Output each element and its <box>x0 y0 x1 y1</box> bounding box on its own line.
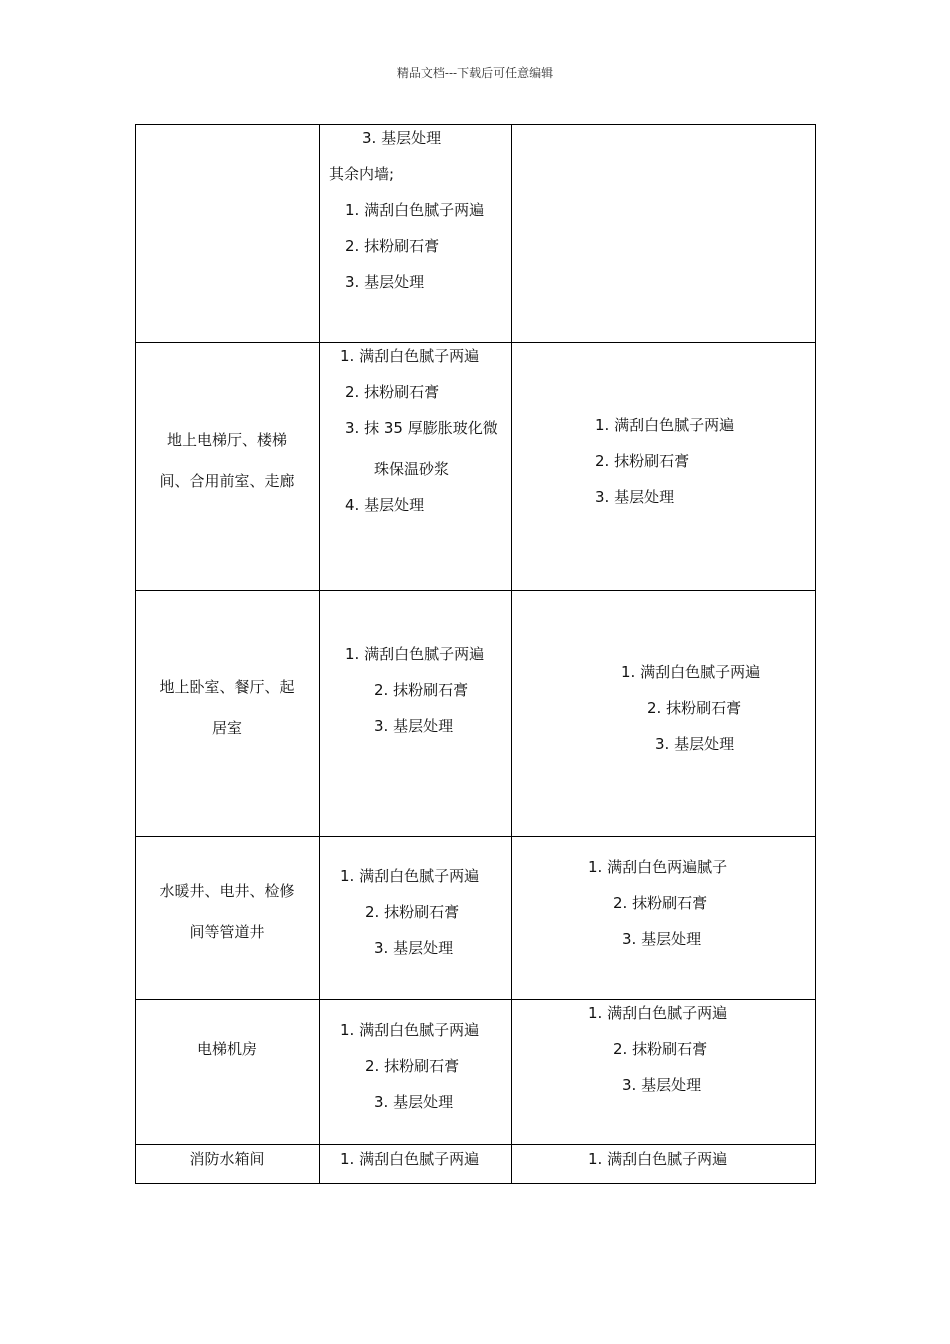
finish-table <box>135 124 816 1184</box>
column-divider-2 <box>511 124 512 1184</box>
row-divider-1 <box>135 342 816 343</box>
table-cell-text: 3. 基层处理 <box>622 930 702 948</box>
table-cell-text: 3. 抹 35 厚膨胀玻化微 <box>345 419 498 437</box>
table-cell-text: 1. 满刮白色两遍腻子 <box>588 858 728 876</box>
table-cell-text: 1. 满刮白色腻子两遍 <box>595 416 735 434</box>
table-cell-text: 3. 基层处理 <box>362 129 442 147</box>
table-cell-text: 1. 满刮白色腻子两遍 <box>621 663 761 681</box>
table-cell-text: 2. 抹粉刷石膏 <box>365 903 460 921</box>
table-cell-text: 2. 抹粉刷石膏 <box>365 1057 460 1075</box>
table-cell-text: 3. 基层处理 <box>374 939 454 957</box>
location-label: 电梯机房 <box>196 1040 258 1058</box>
table-cell-text: 3. 基层处理 <box>622 1076 702 1094</box>
table-cell-text: 1. 满刮白色腻子两遍 <box>345 645 485 663</box>
table-cell-text: 其余内墙; <box>329 165 395 183</box>
table-cell-text: 1. 满刮白色腻子两遍 <box>340 1150 480 1168</box>
column-divider-1 <box>319 124 320 1184</box>
table-cell-text: 1. 满刮白色腻子两遍 <box>345 201 485 219</box>
table-cell-text: 1. 满刮白色腻子两遍 <box>588 1150 728 1168</box>
row-divider-5 <box>135 1144 816 1145</box>
table-cell-text: 3. 基层处理 <box>374 1093 454 1111</box>
location-label: 水暖井、电井、检修 <box>159 882 295 900</box>
table-cell-text: 2. 抹粉刷石膏 <box>595 452 690 470</box>
location-label: 地上电梯厅、楼梯 <box>166 431 288 449</box>
location-label: 消防水箱间 <box>189 1150 265 1168</box>
table-cell-text: 1. 满刮白色腻子两遍 <box>340 1021 480 1039</box>
location-label: 间、合用前室、走廊 <box>159 472 295 490</box>
table-cell-text: 2. 抹粉刷石膏 <box>374 681 469 699</box>
table-border-top <box>135 124 816 125</box>
table-cell-text: 1. 满刮白色腻子两遍 <box>588 1004 728 1022</box>
location-label: 地上卧室、餐厅、起 <box>159 678 295 696</box>
table-cell-text: 2. 抹粉刷石膏 <box>647 699 742 717</box>
table-cell-text: 2. 抹粉刷石膏 <box>613 1040 708 1058</box>
page-header: 精品文档---下载后可任意编辑 <box>396 66 554 80</box>
table-cell-text: 3. 基层处理 <box>595 488 675 506</box>
table-cell-text: 2. 抹粉刷石膏 <box>613 894 708 912</box>
row-divider-4 <box>135 999 816 1000</box>
table-cell-text: 2. 抹粉刷石膏 <box>345 383 440 401</box>
table-border-right <box>815 124 816 1184</box>
row-divider-3 <box>135 836 816 837</box>
table-cell-text: 1. 满刮白色腻子两遍 <box>340 347 480 365</box>
table-border-bottom <box>135 1183 816 1184</box>
table-cell-text: 4. 基层处理 <box>345 496 425 514</box>
table-cell-text: 珠保温砂浆 <box>374 460 450 478</box>
table-cell-text: 2. 抹粉刷石膏 <box>345 237 440 255</box>
location-label: 间等管道井 <box>189 923 265 941</box>
table-cell-text: 1. 满刮白色腻子两遍 <box>340 867 480 885</box>
row-divider-2 <box>135 590 816 591</box>
table-cell-text: 3. 基层处理 <box>345 273 425 291</box>
table-cell-text: 3. 基层处理 <box>655 735 735 753</box>
location-label: 居室 <box>211 719 243 737</box>
table-cell-text: 3. 基层处理 <box>374 717 454 735</box>
table-border-left <box>135 124 136 1184</box>
